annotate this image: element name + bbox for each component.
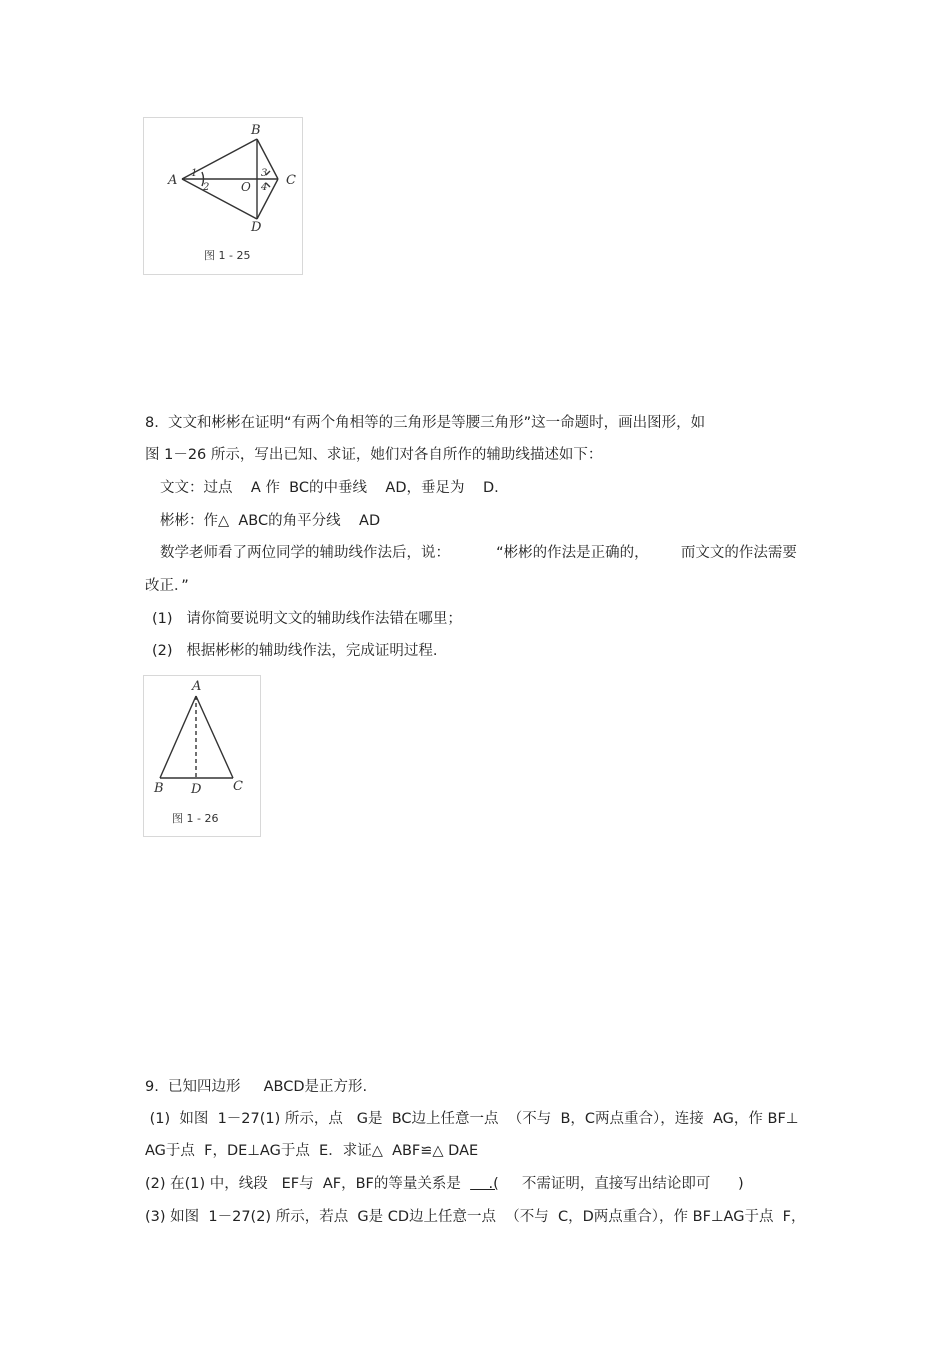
triangle-diagram: [144, 676, 260, 836]
figure-1-25: [143, 117, 303, 275]
label-B: B: [154, 781, 164, 796]
label-C: C: [286, 173, 296, 188]
q8-line-4: 彬彬：作△ ABC的角平分线 AD: [160, 513, 381, 529]
q9-part-2-text: (2) 在(1) 中，线段 EF与 AF，BF的等量关系是: [145, 1176, 471, 1192]
q8-part-2: (2) 根据彬彬的辅助线作法，完成证明过程.: [152, 643, 438, 659]
angle-2-label: 2: [203, 182, 210, 193]
q9-line-1: 9. 已知四边形 ABCD是正方形.: [145, 1079, 368, 1095]
angle-4-label: 4: [261, 182, 268, 193]
q8-line-2: 图 1－26 所示，写出已知、求证，她们对各自所作的辅助线描述如下：: [145, 447, 603, 463]
q8-line-1: 8. 文文和彬彬在证明“有两个角相等的三角形是等腰三角形”这一命题时，画出图形，如: [145, 415, 706, 431]
label-B: B: [251, 123, 261, 138]
answer-blank: .(: [470, 1176, 499, 1192]
label-D: D: [251, 220, 262, 235]
q9-line-3: AG于点 F，DE⊥AG于点 E．求证△ ABF≌△ DAE: [145, 1143, 479, 1159]
q9-line-4: [145, 1174, 744, 1194]
q8-line-5: 数学老师看了两位同学的辅助线作法后，说： “彬彬的作法是正确的， 而文文的作法需要: [160, 545, 797, 561]
q9-line-5: (3) 如图 1－27(2) 所示，若点 G是 CD边上任意一点 （不与 C，D两点重合），作 BF⊥AG于点 F，: [145, 1209, 806, 1225]
q8-line-3: 文文：过点 A 作 BC的中垂线 AD，垂足为 D.: [160, 480, 499, 496]
label-O: O: [241, 180, 251, 194]
kite-diagram: [144, 118, 302, 274]
q9-part-2-note: 不需证明，直接写出结论即可 ): [498, 1176, 744, 1192]
figure-1-26: [143, 675, 261, 837]
figure-caption: 图 1 - 26: [172, 812, 219, 825]
label-C: C: [233, 779, 243, 794]
label-A: A: [168, 173, 178, 188]
label-D: D: [191, 782, 202, 797]
q9-line-2: (1) 如图 1－27(1) 所示，点 G是 BC边上任意一点 （不与 B，C两点重合），连接 AG，作 BF⊥: [145, 1111, 799, 1127]
angle-1-label: 1: [191, 168, 198, 179]
angle-3-label: 3: [261, 168, 268, 179]
figure-caption: 图 1 - 25: [204, 249, 251, 262]
label-A: A: [192, 679, 202, 694]
q8-part-1: (1) 请你简要说明文文的辅助线作法错在哪里；: [152, 611, 462, 627]
q8-line-6: 改正．”: [145, 578, 189, 594]
